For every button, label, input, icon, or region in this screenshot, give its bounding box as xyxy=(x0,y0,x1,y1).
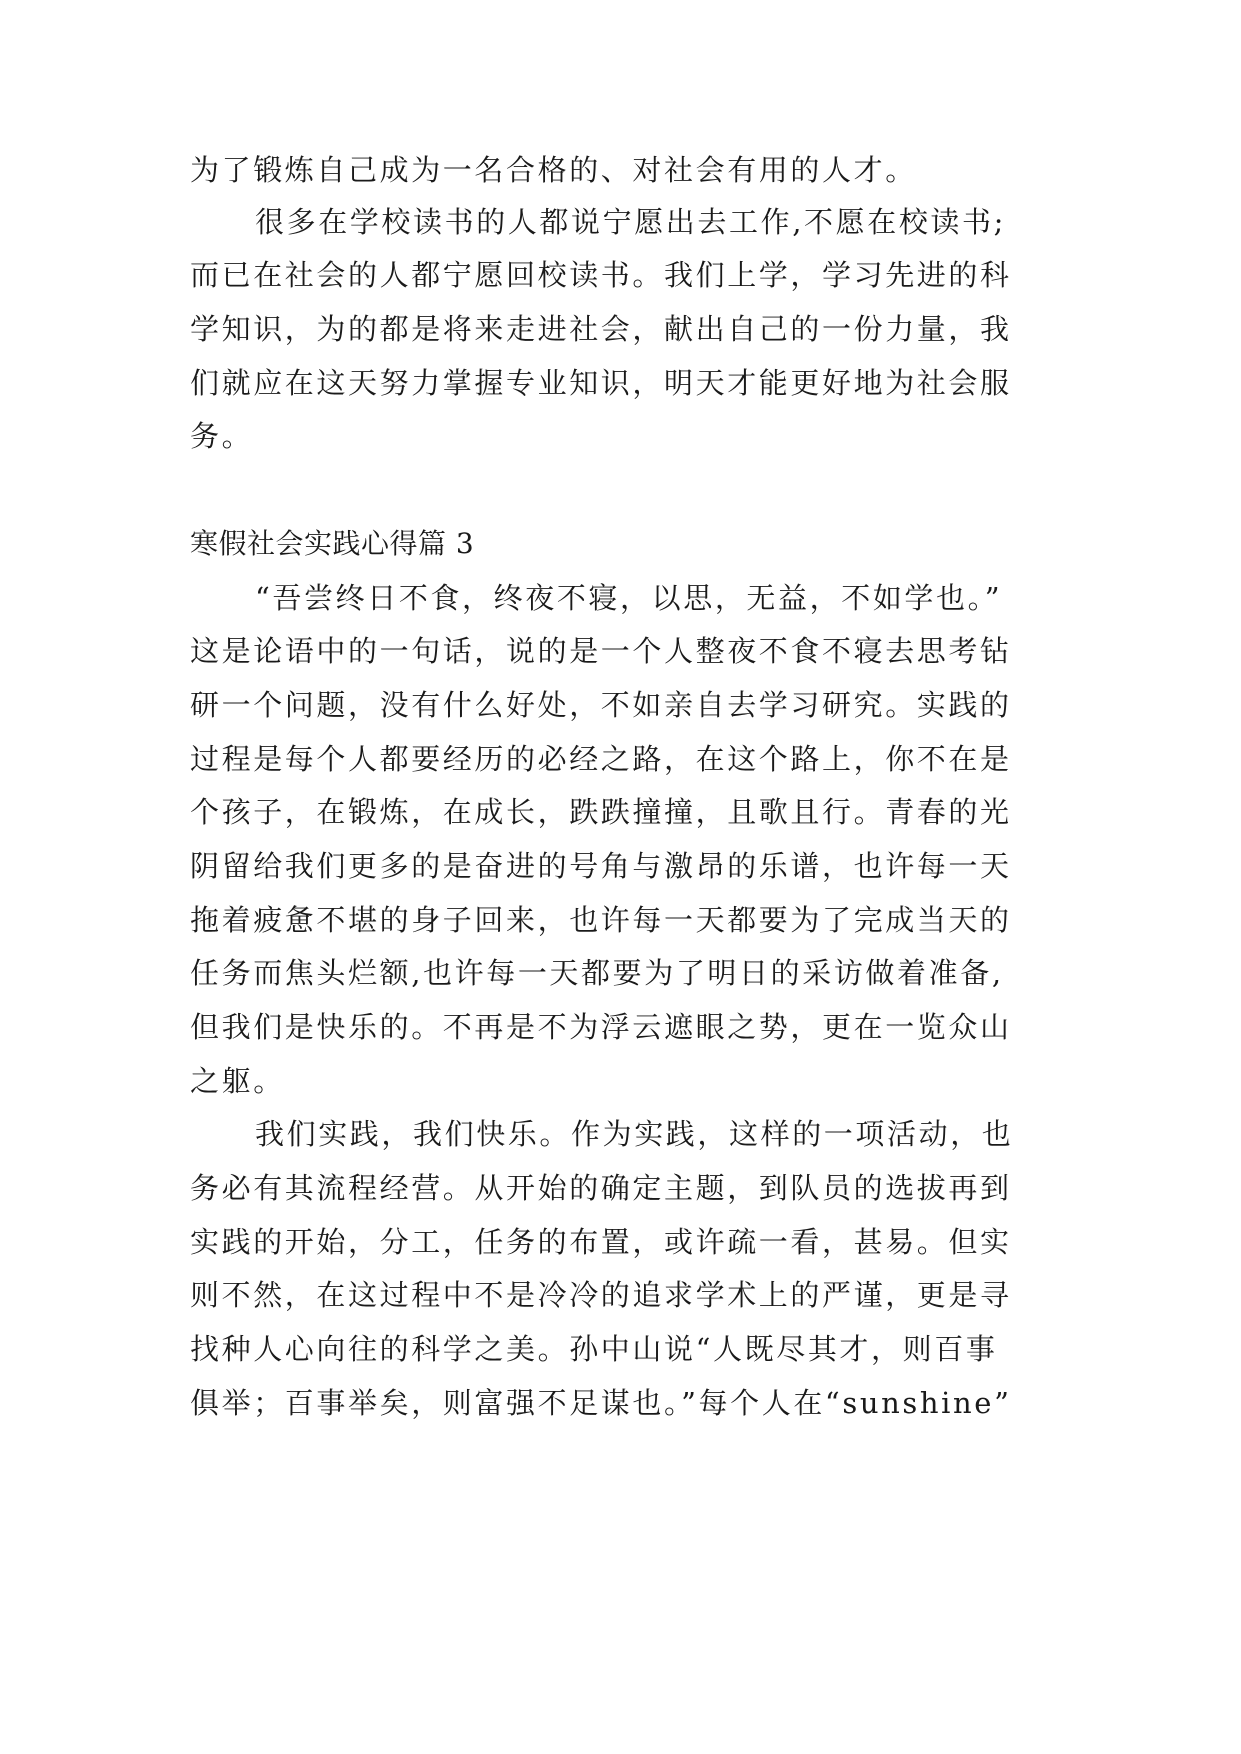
paragraph-line: 实践的开始，分工，任务的布置，或许疏一看，甚易。但实 xyxy=(190,1225,1012,1259)
section-heading: 寒假社会实践心得篇 3 xyxy=(190,527,475,560)
paragraph-line: 很多在学校读书的人都说宁愿出去工作,不愿在校读书; xyxy=(255,205,1006,239)
paragraph-line: “吾尝终日不食，终夜不寝，以思，无益，不如学也。” xyxy=(255,581,1003,615)
paragraph-line: 为了锻炼自己成为一名合格的、对社会有用的人才。 xyxy=(190,153,917,187)
paragraph-line: 务必有其流程经营。从开始的确定主题，到队员的选拔再到 xyxy=(190,1171,1012,1205)
paragraph-line: 拖着疲惫不堪的身子回来，也许每一天都要为了完成当天的 xyxy=(190,903,1012,937)
paragraph-line: 们就应在这天努力掌握专业知识，明天才能更好地为社会服 xyxy=(190,366,1012,400)
paragraph-line: 则不然，在这过程中不是冷冷的追求学术上的严谨，更是寻 xyxy=(190,1278,1012,1312)
paragraph-line: 找种人心向往的科学之美。孙中山说“人既尽其才，则百事 xyxy=(190,1332,998,1366)
paragraph-line: 而已在社会的人都宁愿回校读书。我们上学，学习先进的科 xyxy=(190,258,1012,292)
paragraph-line: 这是论语中的一句话，说的是一个人整夜不食不寝去思考钻 xyxy=(190,634,1012,668)
paragraph-line: 过程是每个人都要经历的必经之路，在这个路上，你不在是 xyxy=(190,742,1012,776)
paragraph-line: 之躯。 xyxy=(190,1064,285,1098)
paragraph-line: 但我们是快乐的。不再是不为浮云遮眼之势，更在一览众山 xyxy=(190,1010,1012,1044)
paragraph-line: 我们实践，我们快乐。作为实践，这样的一项活动，也 xyxy=(255,1117,1014,1151)
paragraph-line: 学知识，为的都是将来走进社会，献出自己的一份力量，我 xyxy=(190,312,1012,346)
paragraph-line: 阴留给我们更多的是奋进的号角与激昂的乐谱，也许每一天 xyxy=(190,849,1012,883)
paragraph-line: 任务而焦头烂额,也许每一天都要为了明日的采访做着准备, xyxy=(190,956,1004,990)
paragraph-line: 务。 xyxy=(190,419,254,453)
paragraph-line: 研一个问题，没有什么好处，不如亲自去学习研究。实践的 xyxy=(190,688,1012,722)
paragraph-line: 俱举；百事举矣，则富强不足谋也。”每个人在“sunshine” xyxy=(190,1386,1012,1420)
paragraph-line: 个孩子，在锻炼，在成长，跌跌撞撞，且歌且行。青春的光 xyxy=(190,795,1012,829)
